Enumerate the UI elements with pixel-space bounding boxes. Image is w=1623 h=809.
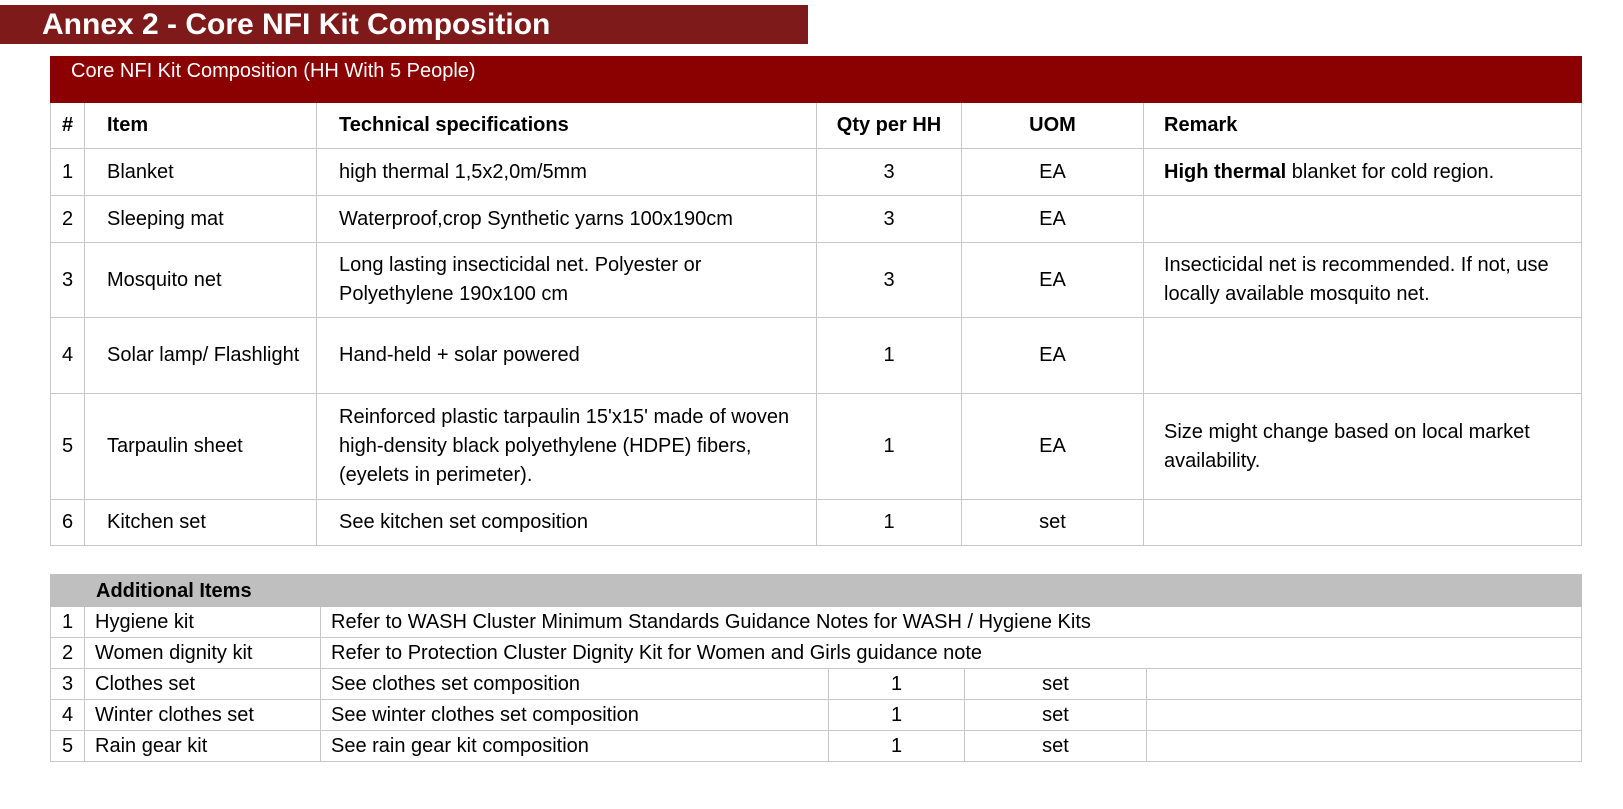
table-row xyxy=(51,149,1582,196)
row-qty: 1 xyxy=(829,700,965,731)
additional-items-table xyxy=(50,574,1582,762)
table-row xyxy=(51,196,1582,243)
table-row xyxy=(51,318,1582,394)
row-qty: 1 xyxy=(829,669,965,700)
core-table-title-row xyxy=(51,57,1582,103)
row-item: Kitchen set xyxy=(85,500,317,546)
row-item: Blanket xyxy=(85,149,317,196)
row-remark xyxy=(1147,669,1582,700)
row-item: Mosquito net xyxy=(85,243,317,318)
header-num: # xyxy=(51,103,85,149)
row-num: 3 xyxy=(51,243,85,318)
table-row xyxy=(51,500,1582,546)
core-table-title: Core NFI Kit Composition (HH With 5 People) xyxy=(51,57,1582,103)
header-qty: Qty per HH xyxy=(817,103,962,149)
row-spec: Refer to WASH Cluster Minimum Standards Guidance Notes for WASH / Hygiene Kits xyxy=(321,607,1582,638)
row-item: Hygiene kit xyxy=(85,607,321,638)
row-num: 3 xyxy=(51,669,85,700)
row-remark xyxy=(1144,196,1582,243)
core-nfi-table xyxy=(50,56,1582,546)
row-item: Winter clothes set xyxy=(85,700,321,731)
table-row xyxy=(51,607,1582,638)
row-spec: high thermal 1,5x2,0m/5mm xyxy=(317,149,817,196)
row-num: 4 xyxy=(51,700,85,731)
annex-title: Annex 2 - Core NFI Kit Composition xyxy=(0,5,808,44)
row-item: Solar lamp/ Flashlight xyxy=(85,318,317,394)
row-remark xyxy=(1147,731,1582,762)
row-num: 2 xyxy=(51,638,85,669)
row-spec: See kitchen set composition xyxy=(317,500,817,546)
row-qty: 1 xyxy=(817,500,962,546)
row-remark xyxy=(1144,500,1582,546)
row-spec: See rain gear kit composition xyxy=(321,731,829,762)
additional-items-title: Additional Items xyxy=(51,575,1582,607)
row-remark: Size might change based on local market availability. xyxy=(1144,394,1582,500)
row-remark xyxy=(1147,700,1582,731)
row-num: 5 xyxy=(51,394,85,500)
row-uom: EA xyxy=(962,149,1144,196)
row-uom: set xyxy=(965,731,1147,762)
row-qty: 1 xyxy=(817,318,962,394)
row-uom: EA xyxy=(962,243,1144,318)
row-item: Clothes set xyxy=(85,669,321,700)
row-item: Sleeping mat xyxy=(85,196,317,243)
table-row xyxy=(51,394,1582,500)
row-item: Tarpaulin sheet xyxy=(85,394,317,500)
row-spec: Reinforced plastic tarpaulin 15'x15' made of woven high-density black polyethylene (HDPE) fibers, (eyelets in perimeter). xyxy=(317,394,817,500)
row-remark xyxy=(1144,149,1582,196)
row-qty: 3 xyxy=(817,243,962,318)
row-spec: See winter clothes set composition xyxy=(321,700,829,731)
row-num: 2 xyxy=(51,196,85,243)
row-remark: Insecticidal net is recommended. If not, use locally available mosquito net. xyxy=(1144,243,1582,318)
row-num: 1 xyxy=(51,607,85,638)
additional-items-header xyxy=(51,575,1582,607)
row-qty: 3 xyxy=(817,149,962,196)
table-row xyxy=(51,669,1582,700)
table-row xyxy=(51,731,1582,762)
header-uom: UOM xyxy=(962,103,1144,149)
header-item: Item xyxy=(85,103,317,149)
core-table-header-row xyxy=(51,103,1582,149)
row-spec: Refer to Protection Cluster Dignity Kit for Women and Girls guidance note xyxy=(321,638,1582,669)
row-qty: 1 xyxy=(817,394,962,500)
row-uom: set xyxy=(965,700,1147,731)
row-spec: Waterproof,crop Synthetic yarns 100x190cm xyxy=(317,196,817,243)
row-num: 4 xyxy=(51,318,85,394)
row-remark-text: blanket for cold region. xyxy=(1286,160,1495,183)
row-uom: EA xyxy=(962,318,1144,394)
row-uom: EA xyxy=(962,196,1144,243)
row-num: 6 xyxy=(51,500,85,546)
row-qty: 3 xyxy=(817,196,962,243)
row-num: 5 xyxy=(51,731,85,762)
row-remark xyxy=(1144,318,1582,394)
row-item: Rain gear kit xyxy=(85,731,321,762)
row-remark-bold: High thermal xyxy=(1164,160,1287,183)
row-item: Women dignity kit xyxy=(85,638,321,669)
row-spec: Hand-held + solar powered xyxy=(317,318,817,394)
table-row xyxy=(51,638,1582,669)
row-spec: Long lasting insecticidal net. Polyester or Polyethylene 190x100 cm xyxy=(317,243,817,318)
row-spec: See clothes set composition xyxy=(321,669,829,700)
header-remark: Remark xyxy=(1144,103,1582,149)
row-uom: set xyxy=(965,669,1147,700)
row-uom: set xyxy=(962,500,1144,546)
row-num: 1 xyxy=(51,149,85,196)
table-row xyxy=(51,700,1582,731)
row-qty: 1 xyxy=(829,731,965,762)
header-spec: Technical specifications xyxy=(317,103,817,149)
row-uom: EA xyxy=(962,394,1144,500)
table-row xyxy=(51,243,1582,318)
